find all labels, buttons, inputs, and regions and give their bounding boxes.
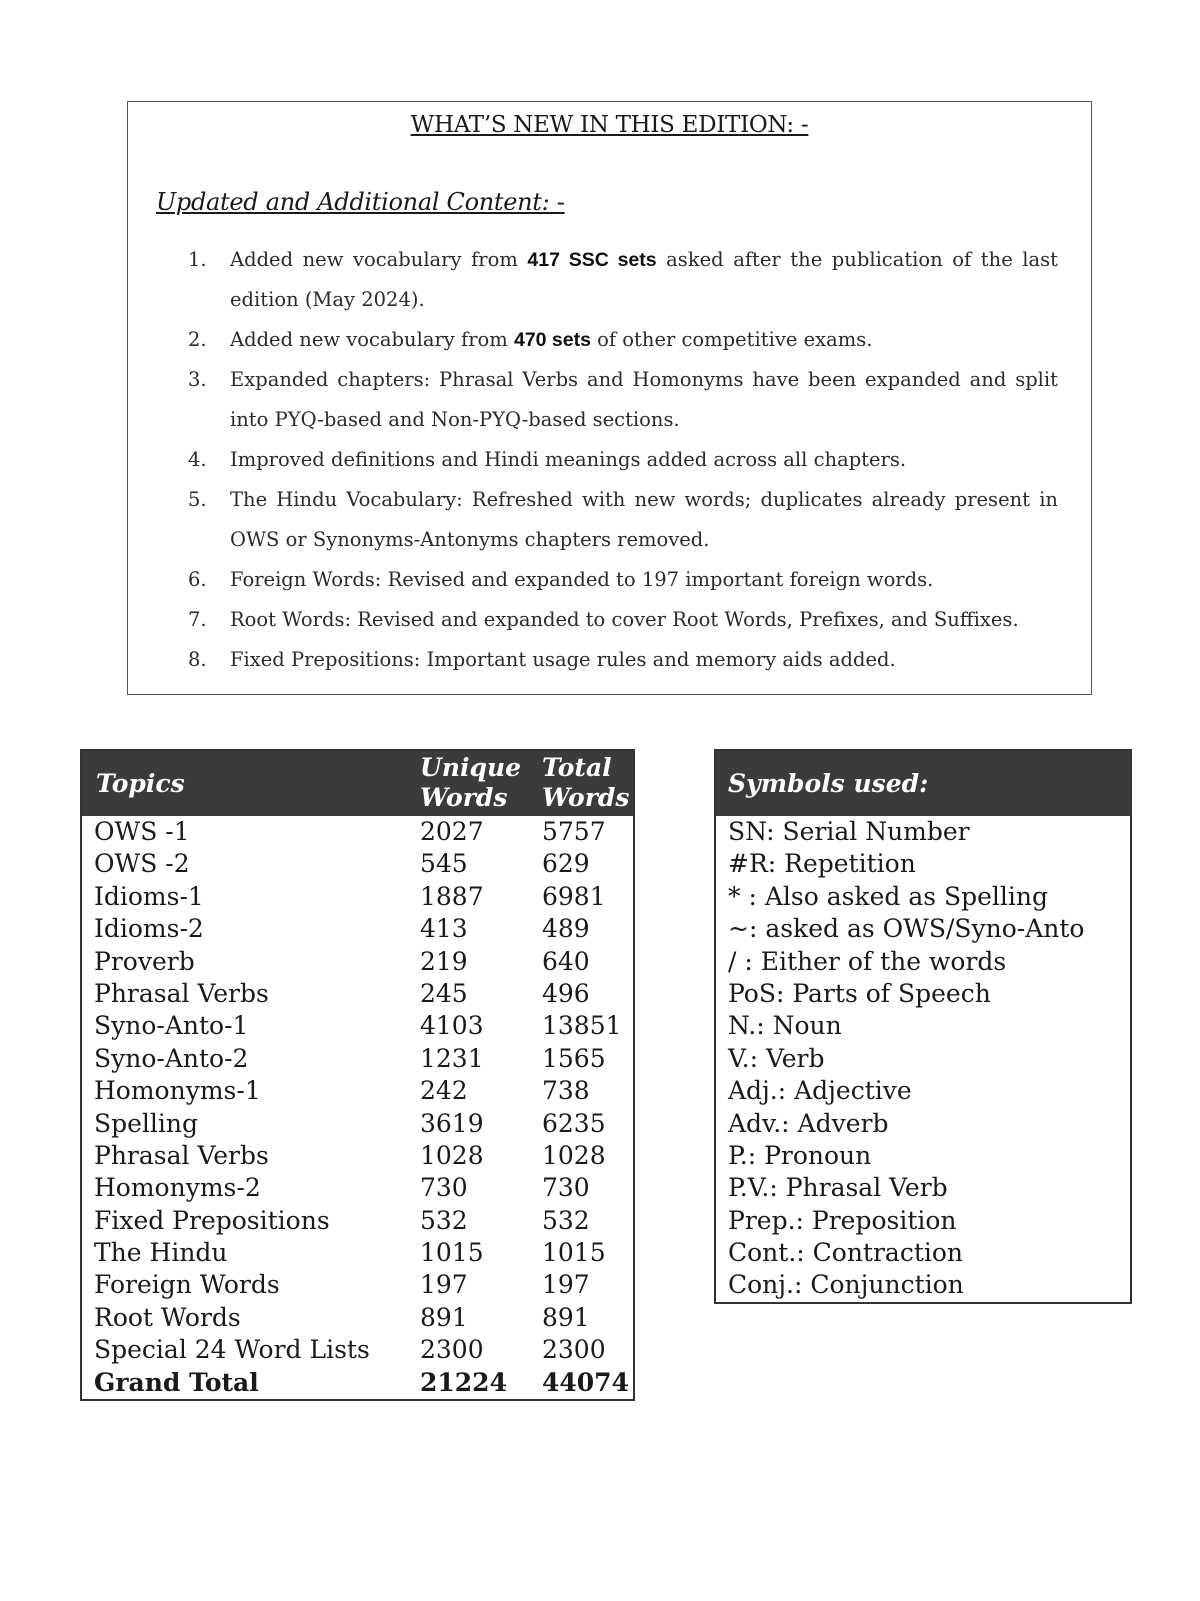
topic-cell: Idioms-1 xyxy=(94,881,204,911)
item-number: 1. xyxy=(188,248,207,271)
header-topics: Topics xyxy=(96,769,185,798)
total-words-cell: 13851 xyxy=(542,1011,622,1041)
table-row xyxy=(82,1140,633,1172)
topic-cell: Homonyms-1 xyxy=(94,1076,261,1106)
unique-words-cell: 891 xyxy=(420,1302,468,1332)
total-words-cell: 1015 xyxy=(542,1238,606,1268)
grand-total-row xyxy=(82,1367,633,1399)
total-words-cell: 1565 xyxy=(542,1043,606,1073)
topic-cell: Phrasal Verbs xyxy=(94,1140,269,1170)
item-text: Fixed Prepositions: Important usage rules and memory aids added. xyxy=(230,648,896,671)
grand-total-label: Grand Total xyxy=(94,1367,259,1397)
table-row xyxy=(82,978,633,1010)
table-row xyxy=(82,946,633,978)
topic-cell: Special 24 Word Lists xyxy=(94,1335,370,1365)
unique-words-cell: 545 xyxy=(420,849,468,879)
symbol-item: * : Also asked as Spelling xyxy=(728,881,1049,911)
total-words-cell: 1028 xyxy=(542,1140,606,1170)
symbols-heading: Symbols used: xyxy=(728,769,929,798)
total-words-cell: 730 xyxy=(542,1173,590,1203)
item-number: 5. xyxy=(188,488,207,511)
topic-cell: Syno-Anto-2 xyxy=(94,1043,249,1073)
symbol-item: PoS: Parts of Speech xyxy=(728,978,991,1008)
header-total-words: Total Words xyxy=(542,753,630,812)
total-words-cell: 197 xyxy=(542,1270,590,1300)
topic-cell: Spelling xyxy=(94,1108,199,1138)
topic-cell: The Hindu xyxy=(94,1238,228,1268)
content-subheading: Updated and Additional Content: - xyxy=(156,188,565,216)
symbols-list xyxy=(716,816,1130,1302)
total-words-cell: 629 xyxy=(542,849,590,879)
topics-word-count-table xyxy=(80,749,635,1401)
whats-new-box xyxy=(127,101,1092,695)
item-number: 6. xyxy=(188,568,207,591)
unique-words-cell: 2300 xyxy=(420,1335,484,1365)
table-header xyxy=(82,751,633,816)
table-row xyxy=(82,1334,633,1366)
edition-heading: WHAT’S NEW IN THIS EDITION: - xyxy=(410,112,809,138)
unique-words-cell: 1887 xyxy=(420,881,484,911)
topic-cell: Idioms-2 xyxy=(94,914,204,944)
table-row xyxy=(82,1237,633,1269)
item-number: 4. xyxy=(188,448,207,471)
topic-cell: Root Words xyxy=(94,1302,241,1332)
symbol-item: P.: Pronoun xyxy=(728,1140,872,1170)
unique-words-cell: 730 xyxy=(420,1173,468,1203)
table-row xyxy=(82,1302,633,1334)
total-words-cell: 5757 xyxy=(542,817,606,846)
table-row xyxy=(82,913,633,945)
symbol-item: Cont.: Contraction xyxy=(728,1238,964,1268)
header-unique-words: Unique Words xyxy=(420,753,522,812)
topic-cell: Fixed Prepositions xyxy=(94,1205,330,1235)
item-number: 7. xyxy=(188,608,207,631)
table-row xyxy=(82,881,633,913)
total-words-cell: 496 xyxy=(542,978,590,1008)
table-row xyxy=(82,1269,633,1301)
unique-words-cell: 413 xyxy=(420,914,468,944)
symbol-item: Prep.: Preposition xyxy=(728,1205,957,1235)
table-row xyxy=(82,848,633,880)
table-row xyxy=(82,1172,633,1204)
topic-cell: Foreign Words xyxy=(94,1270,280,1300)
item-text: Added new vocabulary from 470 sets of other competitive exams. xyxy=(230,328,873,351)
table-body xyxy=(82,816,633,1367)
topic-cell: OWS -2 xyxy=(94,849,190,879)
total-words-cell: 6235 xyxy=(542,1108,606,1138)
symbol-item: ~: asked as OWS/Syno-Anto xyxy=(728,914,1085,944)
topic-cell: Proverb xyxy=(94,946,195,976)
total-words-cell: 640 xyxy=(542,946,590,976)
symbols-header xyxy=(716,751,1130,816)
table-row xyxy=(82,1043,633,1075)
symbol-item: P.V.: Phrasal Verb xyxy=(728,1173,948,1203)
table-row xyxy=(82,1205,633,1237)
symbol-item: #R: Repetition xyxy=(728,849,916,879)
table-row xyxy=(82,1010,633,1042)
item-number: 8. xyxy=(188,648,207,671)
total-words-cell: 489 xyxy=(542,914,590,944)
item-text: Root Words: Revised and expanded to cover Root Words, Prefixes, and Suffixes. xyxy=(230,608,1019,631)
unique-words-cell: 2027 xyxy=(420,817,484,846)
topic-cell: Phrasal Verbs xyxy=(94,978,269,1008)
symbol-item: Adv.: Adverb xyxy=(728,1108,889,1138)
table-row xyxy=(82,816,633,848)
total-words-cell: 532 xyxy=(542,1205,590,1235)
total-words-cell: 891 xyxy=(542,1302,590,1332)
symbol-item: V.: Verb xyxy=(728,1043,825,1073)
unique-words-cell: 3619 xyxy=(420,1108,484,1138)
unique-words-cell: 4103 xyxy=(420,1011,484,1041)
topic-cell: OWS -1 xyxy=(94,817,190,846)
grand-total-total: 44074 xyxy=(542,1367,629,1397)
unique-words-cell: 245 xyxy=(420,978,468,1008)
symbol-item: N.: Noun xyxy=(728,1011,842,1041)
item-text: Foreign Words: Revised and expanded to 197 important foreign words. xyxy=(230,568,934,591)
unique-words-cell: 197 xyxy=(420,1270,468,1300)
topic-cell: Homonyms-2 xyxy=(94,1173,261,1203)
item-text: Improved definitions and Hindi meanings added across all chapters. xyxy=(230,448,907,471)
item-number: 2. xyxy=(188,328,207,351)
topic-cell: Syno-Anto-1 xyxy=(94,1011,249,1041)
total-words-cell: 6981 xyxy=(542,881,606,911)
item-text: The Hindu Vocabulary: Refreshed with new words; duplicates already present in OWS or Synonyms-Antonyms chapters removed. xyxy=(230,488,1058,551)
unique-words-cell: 1231 xyxy=(420,1043,484,1073)
item-text: Added new vocabulary from 417 SSC sets asked after the publication of the last edition (May 2024). xyxy=(230,248,1058,311)
unique-words-cell: 242 xyxy=(420,1076,468,1106)
item-number: 3. xyxy=(188,368,207,391)
total-words-cell: 2300 xyxy=(542,1335,606,1365)
symbol-item: / : Either of the words xyxy=(728,946,1007,976)
item-text: Expanded chapters: Phrasal Verbs and Homonyms have been expanded and split into PYQ-based and Non-PYQ-based sections. xyxy=(230,368,1058,431)
grand-total-unique: 21224 xyxy=(420,1367,507,1397)
table-row xyxy=(82,1075,633,1107)
symbols-legend xyxy=(714,749,1132,1304)
symbol-item: Conj.: Conjunction xyxy=(728,1270,964,1300)
symbol-item: Adj.: Adjective xyxy=(728,1076,912,1106)
unique-words-cell: 532 xyxy=(420,1205,468,1235)
table-row xyxy=(82,1108,633,1140)
symbol-item: SN: Serial Number xyxy=(728,817,970,846)
total-words-cell: 738 xyxy=(542,1076,590,1106)
unique-words-cell: 1028 xyxy=(420,1140,484,1170)
unique-words-cell: 219 xyxy=(420,946,468,976)
unique-words-cell: 1015 xyxy=(420,1238,484,1268)
